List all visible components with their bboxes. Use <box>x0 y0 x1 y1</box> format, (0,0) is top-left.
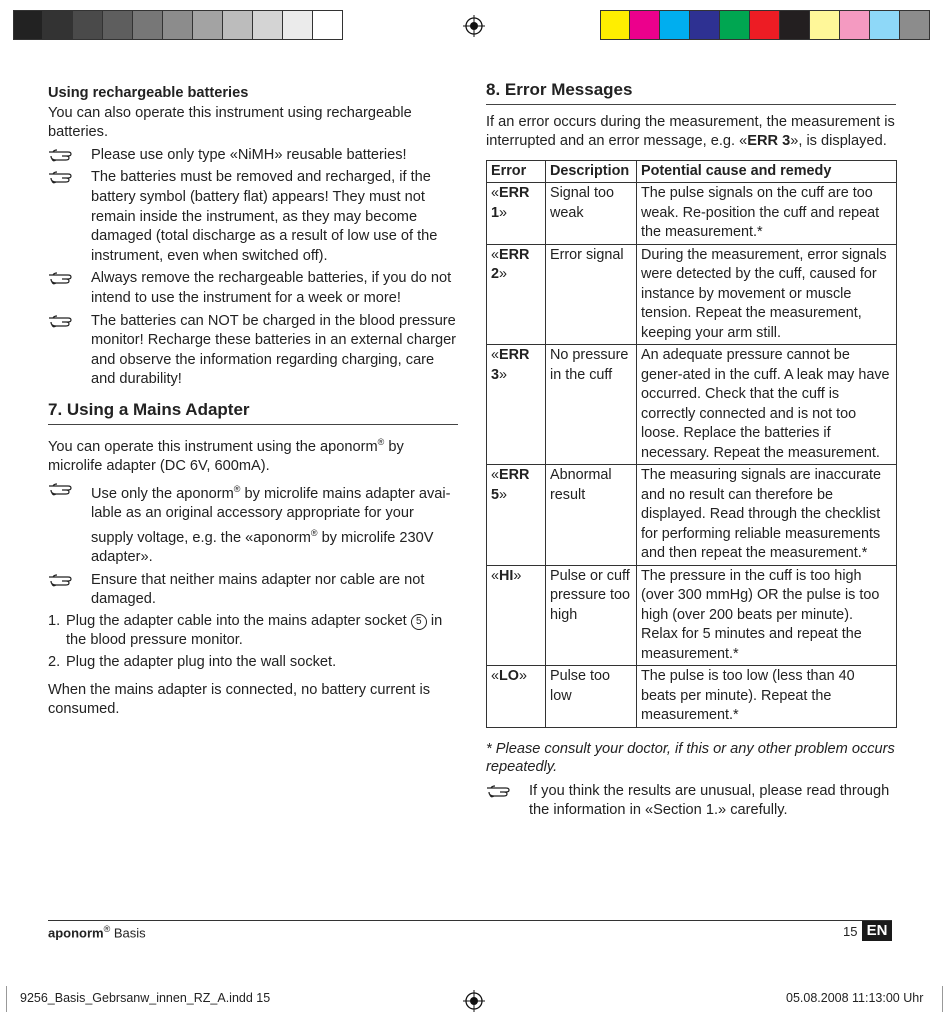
rech-bullet-2 <box>48 168 458 266</box>
rech-bullet-4 <box>48 312 458 390</box>
left-column <box>48 84 458 720</box>
table-row <box>487 244 897 345</box>
error-messages-heading: 8. Error Messages <box>486 80 896 105</box>
slug-filename: 9256_Basis_Gebrsanw_innen_RZ_A.indd 15 <box>20 991 271 1005</box>
mains-bullet-2: Ensure that neither mains adapter nor cable are not damaged. <box>48 571 458 610</box>
bullet-text: Always remove the rechargeable batteries, if you do not intend to use the instrument for a week or more! <box>91 270 452 306</box>
footer-brand: aponorm® Basis <box>48 924 146 941</box>
color-swatch <box>163 10 193 40</box>
description-cell: Signal too weak <box>546 183 637 245</box>
step-2: 2. Plug the adapter plug into the wall socket. <box>48 654 337 671</box>
pointing-hand-icon <box>48 569 80 589</box>
step-1: 1. Plug the adapter cable into the mains adapter socket 5 in the blood pressure monitor. <box>48 612 443 649</box>
color-swatch <box>600 10 630 40</box>
rech-bullet-3 <box>48 269 458 308</box>
remedy-cell: The measuring signals are inaccurate and no result can therefore be displayed. Read through the checklist for performing reliable measurements and then repeat the measurement.* <box>637 465 897 566</box>
color-swatch <box>870 10 900 40</box>
footnote: * Please consult your doctor, if this or any other problem occurs repeatedly. <box>486 740 895 775</box>
rechargeable-intro: You can also operate this instrument using rechargeable batteries. <box>48 104 412 141</box>
process-color-bar <box>600 10 930 42</box>
pointing-hand-icon <box>48 144 80 164</box>
description-cell: Error signal <box>546 244 637 345</box>
color-swatch <box>810 10 840 40</box>
bullet-text: The batteries must be removed and recharged, if the battery symbol (battery flat) appears! They must not remain inside the instrument, as they may become damaged (total discharge as a result of low use of the instrument, even when switched off). <box>91 169 438 264</box>
description-cell: No pressure in the cuff <box>546 345 637 465</box>
mains-bullet-1: Use only the aponorm® by microlife mains adapter avai-lable as an original accessory appropriate for your supply voltage, e.g. the «aponorm® by microlife 230V adapter». <box>48 480 458 568</box>
remedy-cell: An adequate pressure cannot be gener-ated in the cuff. A leak may have occurred. Check that the cuff is correctly connected and is not too loose. Replace the batteries if necessary. Repeat the measurement. <box>637 345 897 465</box>
error-code-cell: «LO» <box>487 666 546 728</box>
table-row <box>487 465 897 566</box>
bullet-text: Please use only type «NiMH» reusable batteries! <box>91 146 407 163</box>
color-swatch <box>253 10 283 40</box>
crop-mark <box>6 986 7 1012</box>
remedy-cell: During the measurement, error signals were detected by the cuff, caused for instance by movement or muscle tension. Repeat the measurement, keeping your arm still. <box>637 244 897 345</box>
color-swatch <box>103 10 133 40</box>
color-swatch <box>313 10 343 40</box>
error-table <box>486 160 897 728</box>
color-swatch <box>73 10 103 40</box>
mains-intro: You can operate this instrument using the aponorm® by microlife adapter (DC 6V, 600mA). <box>48 436 404 474</box>
color-swatch <box>193 10 223 40</box>
color-swatch <box>13 10 43 40</box>
slug-timestamp: 05.08.2008 11:13:00 Uhr <box>786 991 924 1005</box>
color-swatch <box>720 10 750 40</box>
remedy-cell: The pulse is too low (less than 40 beats per minute). Repeat the measurement.* <box>637 666 897 728</box>
mains-closing: When the mains adapter is connected, no battery current is consumed. <box>48 681 431 718</box>
error-intro: If an error occurs during the measurement, the measurement is interrupted and an error message, e.g. «ERR 3», is displayed. <box>486 113 895 150</box>
error-code-cell: «ERR 1» <box>487 183 546 245</box>
rech-bullet-1 <box>48 146 458 166</box>
page-number: 15 <box>843 924 858 939</box>
language-badge: EN <box>862 921 892 941</box>
description-cell: Pulse or cuff pressure too high <box>546 565 637 666</box>
pointing-hand-icon <box>48 310 80 330</box>
error-code-cell: «ERR 5» <box>487 465 546 566</box>
table-row <box>487 183 897 245</box>
mains-adapter-heading: 7. Using a Mains Adapter <box>48 400 458 425</box>
description-cell: Pulse too low <box>546 666 637 728</box>
tip-bullet: If you think the results are unusual, please read through the information in «Section 1.» carefully. <box>486 782 896 821</box>
color-swatch <box>223 10 253 40</box>
col-header-error: Error <box>487 160 546 183</box>
pointing-hand-icon <box>486 780 518 800</box>
crop-mark <box>942 986 943 1012</box>
rechargeable-heading: Using rechargeable batteries <box>48 85 249 101</box>
socket-number-badge: 5 <box>411 614 427 630</box>
table-row <box>487 345 897 465</box>
error-code-cell: «HI» <box>487 565 546 666</box>
description-cell: Abnormal result <box>546 465 637 566</box>
registration-mark-icon <box>463 15 485 37</box>
color-swatch <box>283 10 313 40</box>
color-swatch <box>690 10 720 40</box>
right-column <box>486 80 896 821</box>
col-header-remedy: Potential cause and remedy <box>637 160 897 183</box>
remedy-cell: The pressure in the cuff is too high (over 300 mmHg) OR the pulse is too high (over 200 beats per minute). Relax for 5 minutes and repeat the measurement.* <box>637 565 897 666</box>
grayscale-color-bar <box>13 10 343 42</box>
color-swatch <box>630 10 660 40</box>
remedy-cell: The pulse signals on the cuff are too weak. Re-position the cuff and repeat the measurement.* <box>637 183 897 245</box>
color-swatch <box>840 10 870 40</box>
error-code-cell: «ERR 2» <box>487 244 546 345</box>
color-swatch <box>43 10 73 40</box>
col-header-description: Description <box>546 160 637 183</box>
color-swatch <box>750 10 780 40</box>
registration-mark-icon <box>463 990 485 1012</box>
error-code-cell: «ERR 3» <box>487 345 546 465</box>
footer-rule <box>48 920 892 921</box>
table-row <box>487 666 897 728</box>
color-swatch <box>780 10 810 40</box>
pointing-hand-icon <box>48 478 80 498</box>
pointing-hand-icon <box>48 267 80 287</box>
color-swatch <box>900 10 930 40</box>
bullet-text: The batteries can NOT be charged in the blood pressure monitor! Recharge these batteries in an external charger and observe the information regarding charging, care and durability! <box>91 312 457 388</box>
pointing-hand-icon <box>48 166 80 186</box>
table-row <box>487 565 897 666</box>
color-swatch <box>133 10 163 40</box>
color-swatch <box>660 10 690 40</box>
